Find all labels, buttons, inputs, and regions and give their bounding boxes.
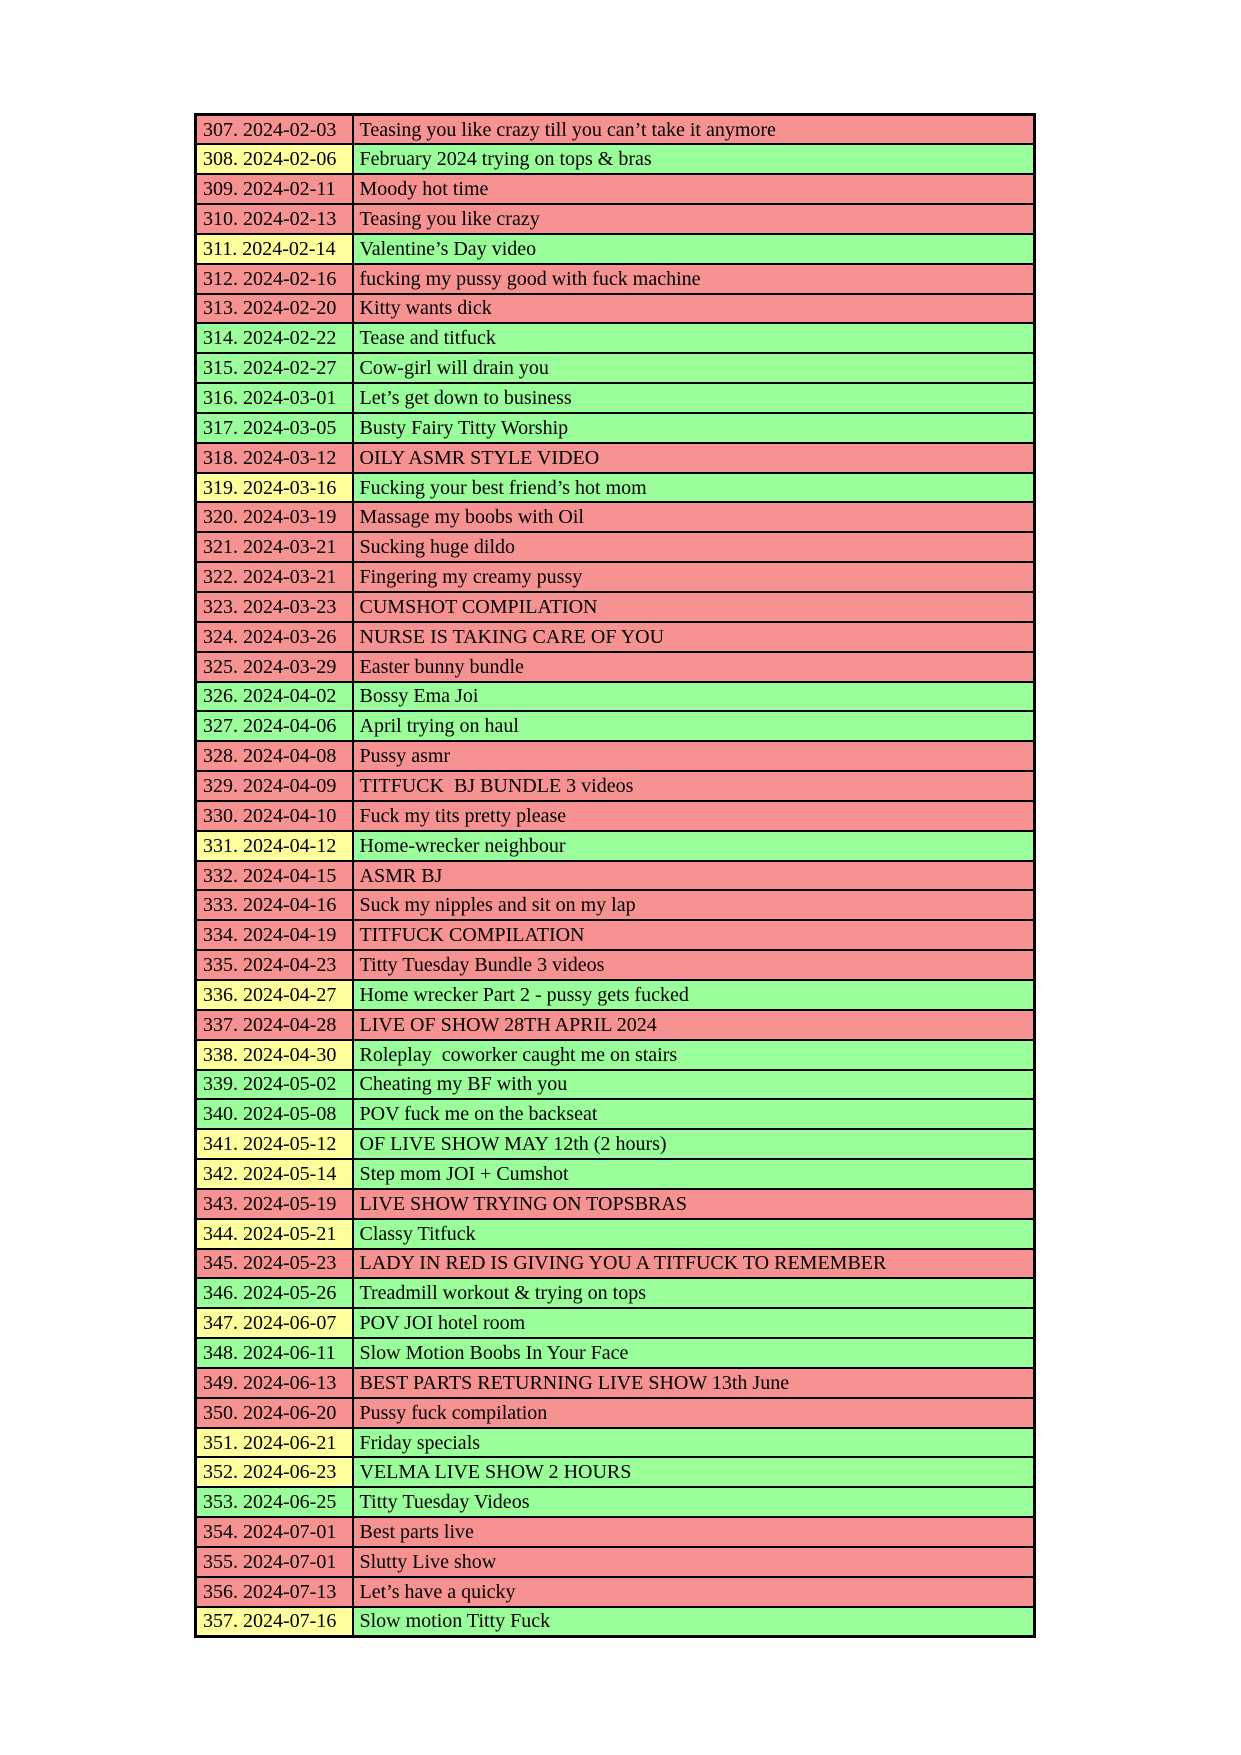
row-title-cell: Slow motion Titty Fuck <box>353 1607 1035 1637</box>
row-index-date-cell: 340. 2024-05-08 <box>196 1099 353 1129</box>
row-index-date-cell: 311. 2024-02-14 <box>196 234 353 264</box>
table-row <box>196 1010 1035 1040</box>
row-title-cell: Valentine’s Day video <box>353 234 1035 264</box>
row-index-date-cell: 346. 2024-05-26 <box>196 1278 353 1308</box>
row-index-date-cell: 312. 2024-02-16 <box>196 264 353 294</box>
row-title-cell: Moody hot time <box>353 174 1035 204</box>
row-title-cell: CUMSHOT COMPILATION <box>353 592 1035 622</box>
table-row <box>196 592 1035 622</box>
row-index-date-cell: 322. 2024-03-21 <box>196 562 353 592</box>
table-row <box>196 502 1035 532</box>
row-index-date-cell: 315. 2024-02-27 <box>196 353 353 383</box>
row-title-cell: Home wrecker Part 2 - pussy gets fucked <box>353 980 1035 1010</box>
table-row <box>196 562 1035 592</box>
row-title-cell: Sucking huge dildo <box>353 532 1035 562</box>
row-title-cell: Pussy fuck compilation <box>353 1398 1035 1428</box>
table-row <box>196 264 1035 294</box>
row-title-cell: Titty Tuesday Videos <box>353 1487 1035 1517</box>
table-row <box>196 1040 1035 1070</box>
row-index-date-cell: 350. 2024-06-20 <box>196 1398 353 1428</box>
row-index-date-cell: 319. 2024-03-16 <box>196 473 353 503</box>
row-title-cell: Best parts live <box>353 1517 1035 1547</box>
row-title-cell: Treadmill workout & trying on tops <box>353 1278 1035 1308</box>
row-title-cell: VELMA LIVE SHOW 2 HOURS <box>353 1457 1035 1487</box>
table-row <box>196 950 1035 980</box>
row-title-cell: Bossy Ema Joi <box>353 682 1035 712</box>
video-list-table <box>194 113 1036 1638</box>
row-title-cell: Let’s have a quicky <box>353 1577 1035 1607</box>
table-row <box>196 1607 1035 1637</box>
row-index-date-cell: 354. 2024-07-01 <box>196 1517 353 1547</box>
table-row <box>196 1129 1035 1159</box>
row-title-cell: Suck my nipples and sit on my lap <box>353 890 1035 920</box>
row-index-date-cell: 336. 2024-04-27 <box>196 980 353 1010</box>
row-index-date-cell: 309. 2024-02-11 <box>196 174 353 204</box>
row-index-date-cell: 347. 2024-06-07 <box>196 1308 353 1338</box>
table-row <box>196 473 1035 503</box>
row-title-cell: April trying on haul <box>353 711 1035 741</box>
table-row <box>196 1547 1035 1577</box>
table-row <box>196 622 1035 652</box>
row-title-cell: TITFUCK COMPILATION <box>353 920 1035 950</box>
row-index-date-cell: 320. 2024-03-19 <box>196 502 353 532</box>
row-title-cell: Fuck my tits pretty please <box>353 801 1035 831</box>
row-title-cell: BEST PARTS RETURNING LIVE SHOW 13th June <box>353 1368 1035 1398</box>
table-row <box>196 1308 1035 1338</box>
table-row <box>196 115 1035 145</box>
row-title-cell: Pussy asmr <box>353 741 1035 771</box>
row-title-cell: TITFUCK BJ BUNDLE 3 videos <box>353 771 1035 801</box>
row-index-date-cell: 325. 2024-03-29 <box>196 652 353 682</box>
row-index-date-cell: 318. 2024-03-12 <box>196 443 353 473</box>
row-title-cell: OF LIVE SHOW MAY 12th (2 hours) <box>353 1129 1035 1159</box>
table-row <box>196 1368 1035 1398</box>
row-index-date-cell: 332. 2024-04-15 <box>196 861 353 891</box>
row-index-date-cell: 316. 2024-03-01 <box>196 383 353 413</box>
row-index-date-cell: 329. 2024-04-09 <box>196 771 353 801</box>
row-title-cell: Teasing you like crazy till you can’t take it anymore <box>353 115 1035 145</box>
row-index-date-cell: 335. 2024-04-23 <box>196 950 353 980</box>
row-index-date-cell: 314. 2024-02-22 <box>196 323 353 353</box>
row-title-cell: fucking my pussy good with fuck machine <box>353 264 1035 294</box>
row-title-cell: Teasing you like crazy <box>353 204 1035 234</box>
table-row <box>196 1070 1035 1100</box>
row-title-cell: Busty Fairy Titty Worship <box>353 413 1035 443</box>
row-index-date-cell: 357. 2024-07-16 <box>196 1607 353 1637</box>
table-row <box>196 1249 1035 1279</box>
row-title-cell: Friday specials <box>353 1428 1035 1458</box>
row-title-cell: Roleplay coworker caught me on stairs <box>353 1040 1035 1070</box>
table-row <box>196 234 1035 264</box>
table-row <box>196 861 1035 891</box>
table-row <box>196 1577 1035 1607</box>
table-row <box>196 711 1035 741</box>
row-index-date-cell: 326. 2024-04-02 <box>196 682 353 712</box>
row-index-date-cell: 342. 2024-05-14 <box>196 1159 353 1189</box>
row-index-date-cell: 308. 2024-02-06 <box>196 144 353 174</box>
table-row <box>196 1457 1035 1487</box>
table-row <box>196 1219 1035 1249</box>
row-title-cell: LIVE OF SHOW 28TH APRIL 2024 <box>353 1010 1035 1040</box>
row-title-cell: Classy Titfuck <box>353 1219 1035 1249</box>
row-index-date-cell: 343. 2024-05-19 <box>196 1189 353 1219</box>
row-index-date-cell: 321. 2024-03-21 <box>196 532 353 562</box>
table-row <box>196 652 1035 682</box>
video-list-body <box>196 115 1035 1637</box>
row-index-date-cell: 353. 2024-06-25 <box>196 1487 353 1517</box>
row-index-date-cell: 339. 2024-05-02 <box>196 1070 353 1100</box>
row-title-cell: LADY IN RED IS GIVING YOU A TITFUCK TO REMEMBER <box>353 1249 1035 1279</box>
table-row <box>196 1189 1035 1219</box>
row-index-date-cell: 351. 2024-06-21 <box>196 1428 353 1458</box>
row-title-cell: Titty Tuesday Bundle 3 videos <box>353 950 1035 980</box>
row-title-cell: Let’s get down to business <box>353 383 1035 413</box>
row-title-cell: ASMR BJ <box>353 861 1035 891</box>
table-row <box>196 1517 1035 1547</box>
table-row <box>196 1487 1035 1517</box>
table-row <box>196 741 1035 771</box>
row-index-date-cell: 349. 2024-06-13 <box>196 1368 353 1398</box>
row-index-date-cell: 313. 2024-02-20 <box>196 294 353 324</box>
row-title-cell: Cheating my BF with you <box>353 1070 1035 1100</box>
row-title-cell: LIVE SHOW TRYING ON TOPSBRAS <box>353 1189 1035 1219</box>
table-row <box>196 413 1035 443</box>
row-index-date-cell: 317. 2024-03-05 <box>196 413 353 443</box>
row-title-cell: Slow Motion Boobs In Your Face <box>353 1338 1035 1368</box>
table-row <box>196 1338 1035 1368</box>
table-row <box>196 980 1035 1010</box>
row-title-cell: OILY ASMR STYLE VIDEO <box>353 443 1035 473</box>
row-index-date-cell: 344. 2024-05-21 <box>196 1219 353 1249</box>
row-index-date-cell: 310. 2024-02-13 <box>196 204 353 234</box>
row-index-date-cell: 352. 2024-06-23 <box>196 1457 353 1487</box>
row-title-cell: Tease and titfuck <box>353 323 1035 353</box>
row-index-date-cell: 337. 2024-04-28 <box>196 1010 353 1040</box>
table-row <box>196 353 1035 383</box>
row-title-cell: Kitty wants dick <box>353 294 1035 324</box>
row-index-date-cell: 356. 2024-07-13 <box>196 1577 353 1607</box>
row-title-cell: Fucking your best friend’s hot mom <box>353 473 1035 503</box>
table-row <box>196 144 1035 174</box>
table-row <box>196 920 1035 950</box>
row-title-cell: Step mom JOI + Cumshot <box>353 1159 1035 1189</box>
table-row <box>196 801 1035 831</box>
table-row <box>196 890 1035 920</box>
table-row <box>196 383 1035 413</box>
row-index-date-cell: 327. 2024-04-06 <box>196 711 353 741</box>
row-title-cell: Fingering my creamy pussy <box>353 562 1035 592</box>
row-title-cell: Massage my boobs with Oil <box>353 502 1035 532</box>
row-title-cell: NURSE IS TAKING CARE OF YOU <box>353 622 1035 652</box>
table-row <box>196 1398 1035 1428</box>
row-index-date-cell: 345. 2024-05-23 <box>196 1249 353 1279</box>
table-row <box>196 323 1035 353</box>
row-index-date-cell: 323. 2024-03-23 <box>196 592 353 622</box>
table-row <box>196 1428 1035 1458</box>
row-index-date-cell: 333. 2024-04-16 <box>196 890 353 920</box>
row-title-cell: Slutty Live show <box>353 1547 1035 1577</box>
table-row <box>196 443 1035 473</box>
row-title-cell: POV JOI hotel room <box>353 1308 1035 1338</box>
table-row <box>196 532 1035 562</box>
row-index-date-cell: 355. 2024-07-01 <box>196 1547 353 1577</box>
row-index-date-cell: 334. 2024-04-19 <box>196 920 353 950</box>
row-title-cell: POV fuck me on the backseat <box>353 1099 1035 1129</box>
row-title-cell: Easter bunny bundle <box>353 652 1035 682</box>
row-index-date-cell: 341. 2024-05-12 <box>196 1129 353 1159</box>
table-row <box>196 174 1035 204</box>
table-row <box>196 204 1035 234</box>
table-row <box>196 771 1035 801</box>
row-index-date-cell: 331. 2024-04-12 <box>196 831 353 861</box>
table-row <box>196 1159 1035 1189</box>
table-row <box>196 1278 1035 1308</box>
row-title-cell: February 2024 trying on tops & bras <box>353 144 1035 174</box>
table-row <box>196 294 1035 324</box>
row-index-date-cell: 338. 2024-04-30 <box>196 1040 353 1070</box>
row-title-cell: Cow-girl will drain you <box>353 353 1035 383</box>
row-index-date-cell: 324. 2024-03-26 <box>196 622 353 652</box>
row-index-date-cell: 330. 2024-04-10 <box>196 801 353 831</box>
table-row <box>196 1099 1035 1129</box>
row-index-date-cell: 307. 2024-02-03 <box>196 115 353 145</box>
table-row <box>196 831 1035 861</box>
row-index-date-cell: 328. 2024-04-08 <box>196 741 353 771</box>
table-row <box>196 682 1035 712</box>
row-index-date-cell: 348. 2024-06-11 <box>196 1338 353 1368</box>
row-title-cell: Home-wrecker neighbour <box>353 831 1035 861</box>
